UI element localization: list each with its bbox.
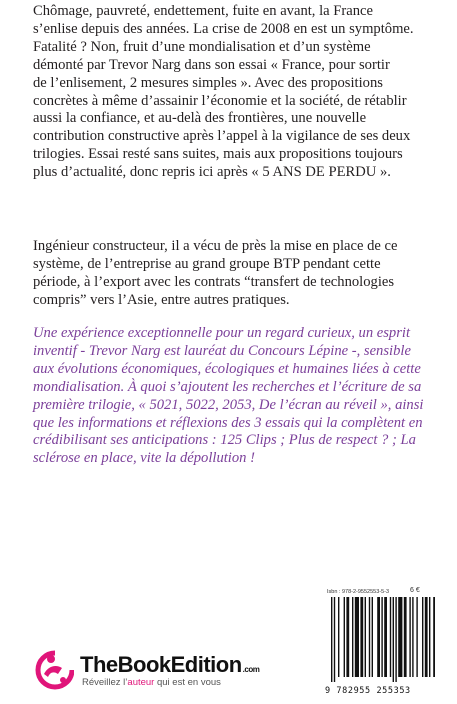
text-line: s’enlise depuis des années. La crise de 2008 en est un symptôme. <box>33 20 414 37</box>
barcode-bar <box>412 597 413 677</box>
text-line: trilogies. Essai resté sans suites, mais aux propositions toujours <box>33 146 403 163</box>
price-label: 6 € <box>410 587 420 594</box>
text-line: inventif - Trevor Narg est lauréat du Concours Lépine -, sensible <box>33 342 411 359</box>
text-line: plus d’actualité, donc repris ici après « 5 ANS DE PERDU ». <box>33 164 391 181</box>
text-line: de l’enlisement, 2 mesures simples ». Avec des propositions <box>33 74 383 91</box>
barcode-bar <box>429 597 430 677</box>
summary-paragraph <box>33 3 422 182</box>
text-line: système, de l’entreprise au grand groupe BTP pendant cette <box>33 255 381 272</box>
barcode-digits: 9 782955 255353 <box>325 686 411 696</box>
publisher-tagline: Réveillez l’auteur qui est en vous <box>82 677 221 688</box>
text-line: première trilogie, « 5021, 5022, 2053, De l’écran au réveil », ainsi <box>33 396 424 413</box>
text-line: aux évolutions économiques, écologiques et humaines liées à cette <box>33 360 421 377</box>
publisher-logo-icon <box>34 648 74 694</box>
barcode-bar <box>369 597 370 677</box>
text-line: Fatalité ? Non, fruit d’une mondialisation et d’un système <box>33 38 371 55</box>
text-line: concrètes à même d’assainir l’économie et la société, de rétablir <box>33 92 407 109</box>
barcode-bar <box>344 597 345 677</box>
barcode-bar <box>425 597 428 677</box>
text-line: démonté par Trevor Narg dans son essai « France, pour sortir <box>33 56 390 73</box>
barcode-bar <box>398 597 402 677</box>
barcode-bar <box>409 597 410 677</box>
barcode-bar <box>338 597 339 677</box>
barcode-bar <box>346 597 349 677</box>
text-line: que les informations et réflexions des 3 essais qui la complètent en <box>33 414 423 431</box>
author-bio-italic-paragraph <box>33 325 422 468</box>
barcode-bar <box>416 597 417 677</box>
publisher-name: TheBookEdition.com <box>80 652 260 677</box>
barcode-bar <box>395 597 396 682</box>
barcode-bar <box>422 597 423 677</box>
text-line: mondialisation. À quoi s’ajoutent les recherches et l’écriture de sa <box>33 378 422 395</box>
text-line: période, à l’export avec les contrats “transfert de technologies <box>33 273 395 290</box>
barcode-bar <box>331 597 332 682</box>
text-line: contribution constructive après l’appel à la vigilance de ses deux <box>33 128 411 145</box>
barcode-bar <box>433 597 435 677</box>
barcode-bar <box>381 597 382 677</box>
barcode <box>325 597 435 682</box>
text-line: compris” vers l’Asie, entre autres pratiques. <box>33 291 290 308</box>
text-line: aussi la confiance, et au-delà des frontières, une nouvelle <box>33 110 367 127</box>
barcode-bar <box>377 597 380 677</box>
barcode-bar <box>393 597 394 682</box>
barcode-bars <box>325 597 435 682</box>
text-line: crédibilisant ses anticipations : 125 Clips ; Plus de respect ? ; La <box>33 432 416 449</box>
author-paragraph <box>33 238 422 310</box>
text-line: Une expérience exceptionnelle pour un regard curieux, un esprit <box>33 325 411 341</box>
barcode-bar <box>384 597 387 677</box>
text-line: sclérose en place, vite la dépollution ! <box>33 450 255 467</box>
barcode-bar <box>372 597 373 677</box>
publisher-domain: .com <box>242 665 260 674</box>
barcode-bar <box>352 597 353 677</box>
publisher-logo <box>34 648 264 694</box>
barcode-bar <box>334 597 335 682</box>
barcode-bar <box>355 597 359 677</box>
barcode-bar <box>365 597 366 677</box>
barcode-bar <box>390 597 391 677</box>
barcode-bar <box>360 597 363 677</box>
text-line: Chômage, pauvreté, endettement, fuite en avant, la France <box>33 3 373 19</box>
text-line: Ingénieur constructeur, il a vécu de près la mise en place de ce <box>33 238 398 254</box>
barcode-bar <box>404 597 407 677</box>
isbn-label: Isbn : 978-2-9552553-5-3 <box>327 589 390 595</box>
